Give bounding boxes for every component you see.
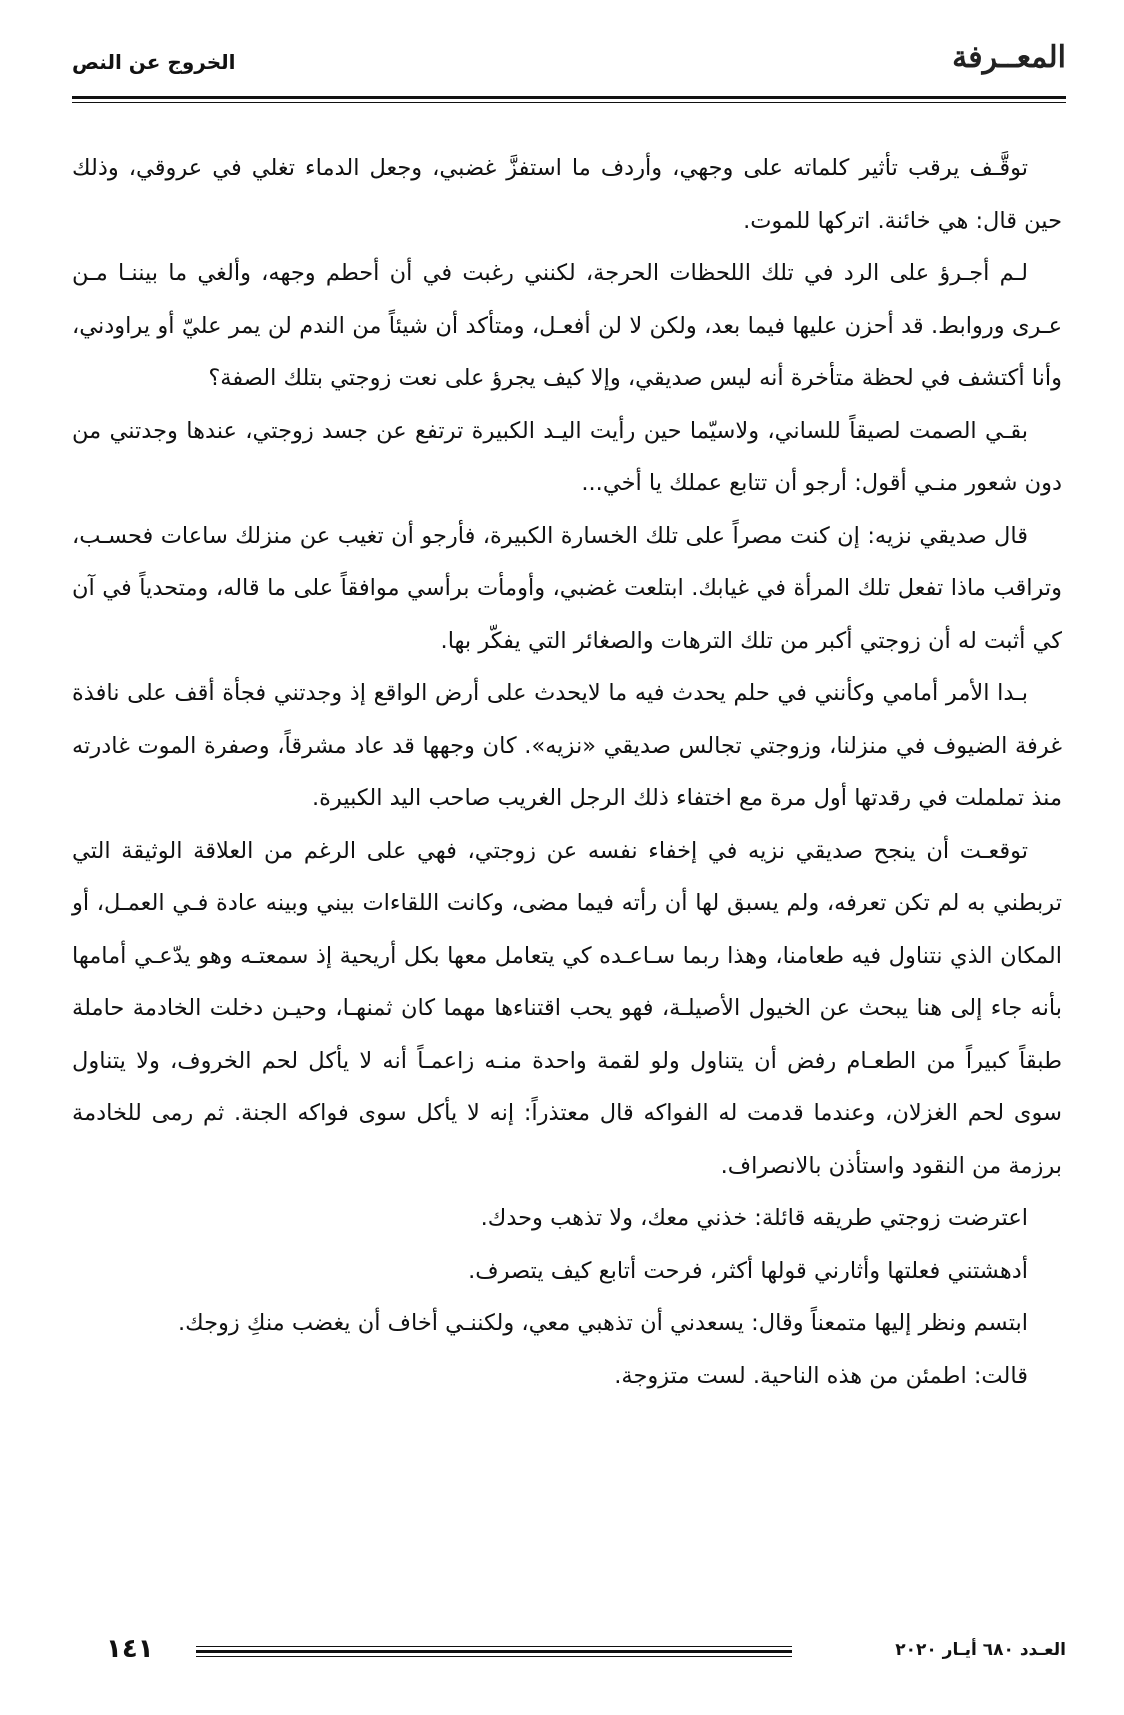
page-footer	[72, 1634, 1066, 1670]
page-number: ١٤١	[106, 1634, 154, 1664]
footer-rule	[196, 1656, 792, 1657]
paragraph: توقعـت أن ينجح صديقي نزيه في إخفاء نفسه عن زوجتي، فهي على الرغم من العلاقة الوثيقة التي تربطني به لم تكن تعرفه، ولم يسبق لها أن رأته فيما مضى، وكانت اللقاءات بيني وبينه عادة فـي العمـل، أو المكان الذي نتناول فيه طعامنا، وهذا ربما سـاعـده كي يتعامل معها بكل أريحية إذ سمعتـه وهو يدّعـي أمامها بأنه جاء إلى هنا يبحث عن الخيول الأصيلـة، فهو يحب اقتناءها مهما كان ثمنهـا، وحيـن دخلت الخادمة حاملة طبقاً كبيراً من الطعـام رفض أن يتناول ولو لقمة واحدة منـه زاعمـاً أنه لا يأكل لحم الخروف، ولا يتناول سوى لحم الغزلان، وعندما قدمت له الفواكه قال معتذراً: إنه لا يأكل سوى فواكه الجنة. ثم رمى للخادمة برزمة من النقود واستأذن بالانصراف.	[72, 837, 1062, 1179]
footer-rule	[196, 1650, 792, 1653]
section-title: الخروج عن النص	[72, 50, 236, 74]
paragraph: اعترضت زوجتي طريقه قائلة: خذني معك، ولا تذهب وحدك.	[480, 1205, 1028, 1231]
footer-rule	[196, 1646, 792, 1647]
paragraph: أدهشتني فعلتها وأثارني قولها أكثر، فرحت أتابع كيف يتصرف.	[468, 1257, 1028, 1284]
paragraph: قال صديقي نزيه: إن كنت مصراً على تلك الخسارة الكبيرة، فأرجو أن تغيب عن منزلك ساعات فحسـب، وتراقب ماذا تفعل تلك المرأة في غيابك. ابتلعت غضبي، وأومأت برأسي موافقاً على ما قاله، ومتحدياً في آن كي أثبت له أن زوجتي أكبر من تلك الترهات والصغائر التي يفكّر بها.	[72, 522, 1062, 654]
issue-info: العـدد ٦٨٠ أيـار ٢٠٢٠	[895, 1640, 1066, 1660]
paragraph: ابتسم ونظر إليها متمعناً وقال: يسعدني أن تذهبي معي، ولكننـي أخاف أن يغضب منكِ زوجك.	[177, 1310, 1028, 1336]
paragraph: قالت: اطمئن من هذه الناحية. لست متزوجة.	[614, 1362, 1028, 1389]
header-rule-thick	[72, 96, 1066, 99]
magazine-logo: المعــرفة	[952, 40, 1066, 75]
paragraph: توقَّـف يرقب تأثير كلماته على وجهي، وأردف ما استفزَّ غضبي، وجعل الدماء تغلي في عروقي، وذلك حين قال: هي خائنة. اتركها للموت.	[72, 155, 1062, 234]
header-rule-thin	[72, 102, 1066, 103]
article-body	[72, 142, 1062, 1402]
paragraph: لـم أجـرؤ على الرد في تلك اللحظات الحرجة، لكنني رغبت في أن أحطم وجهه، وألغي ما بيننـا مـن عـرى وروابط. قد أحزن عليها فيما بعد، ولكن لا لن أفعـل، ومتأكد أن شيئاً من الندم لن يمر عليّ أو يراودني، وأنا أكتشف في لحظة متأخرة أنه ليس صديقي، وإلا كيف يجرؤ على نعت زوجتي بتلك الصفة؟	[72, 260, 1062, 391]
paragraph: بـدا الأمر أمامي وكأنني في حلم يحدث فيه ما لايحدث على أرض الواقع إذ وجدتني فجأة أقف على نافذة غرفة الضيوف في منزلنا، وزوجتي تجالس صديقي «نزيه». كان وجهها قد عاد مشرقاً، وصفرة الموت غادرته منذ تململت في رقدتها أول مرة مع اختفاء ذلك الرجل الغريب صاحب اليد الكبيرة.	[72, 680, 1062, 811]
paragraph: بقـي الصمت لصيقاً للساني، ولاسيّما حين رأيت اليـد الكبيرة ترتفع عن جسد زوجتي، عندها وجدتني من دون شعور منـي أقول: أرجو أن تتابع عملك يا أخي...	[72, 417, 1062, 496]
page-header	[72, 40, 1066, 80]
